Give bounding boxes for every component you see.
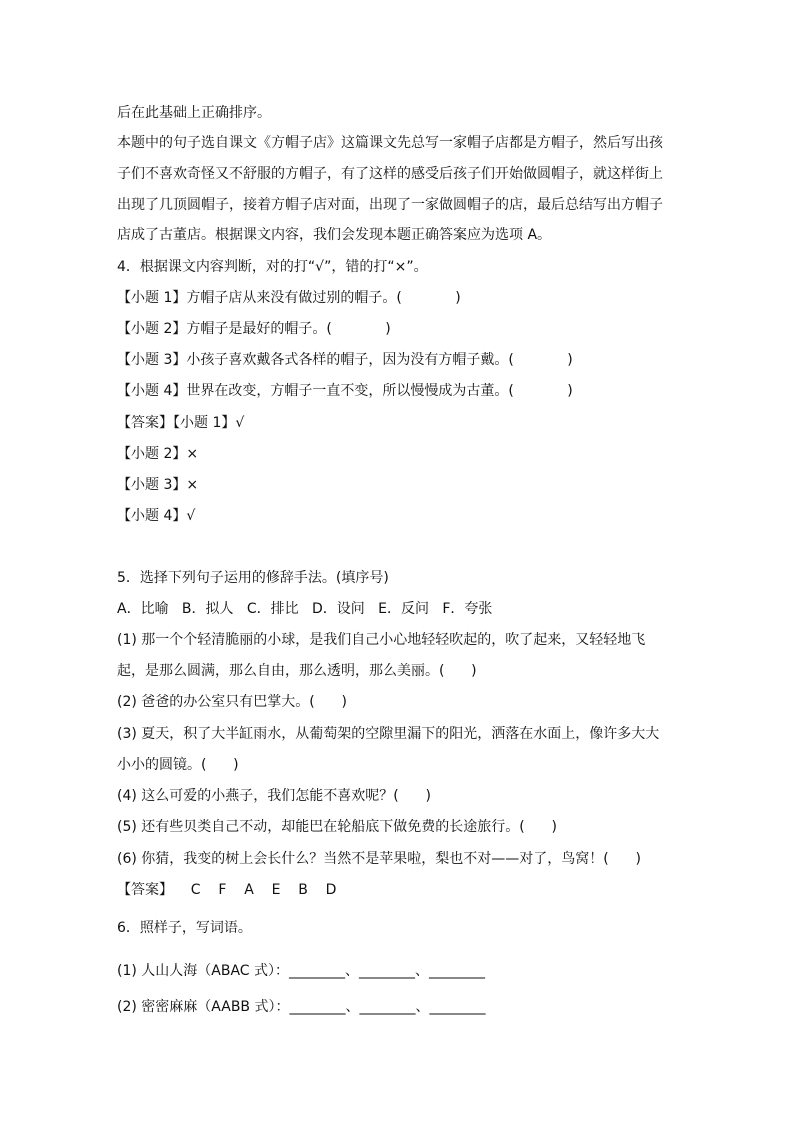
analysis-line: 本题中的句子选自课文《方帽子店》这篇课文先总写一家帽子店都是方帽子，然后写出孩 bbox=[117, 135, 663, 151]
question-4-answer: 【小题 3】× bbox=[117, 477, 199, 493]
question-4-item: 【小题 1】方帽子店从来没有做过别的帽子。( ) bbox=[117, 290, 461, 306]
question-5-title: 5．选择下列句子运用的修辞手法。(填序号) bbox=[117, 570, 389, 586]
question-5-line: (3) 夏天，积了大半缸雨水，从葡萄架的空隙里漏下的阳光，洒落在水面上，像许多大大 bbox=[117, 726, 660, 742]
question-5-line: 起，是那么圆满，那么自由，那么透明，那么美丽。( ) bbox=[117, 663, 477, 679]
question-6-title: 6．照样子，写词语。 bbox=[117, 920, 252, 936]
question-4-answer: 【小题 2】× bbox=[117, 446, 199, 462]
question-5-line: (2) 爸爸的办公室只有巴掌大。( ) bbox=[117, 694, 347, 710]
analysis-line: 子们不喜欢奇怪又不舒服的方帽子，有了这样的感受后孩子们开始做圆帽子，就这样街上 bbox=[117, 166, 663, 182]
analysis-line: 后在此基础上正确排序。 bbox=[117, 105, 271, 121]
question-5-answer: 【答案】 C F A E B D bbox=[117, 882, 337, 898]
question-4-answer: 【答案】【小题 1】√ bbox=[117, 415, 245, 431]
question-5-line: (5) 还有些贝类自己不动，却能巴在轮船底下做免费的长途旅行。( ) bbox=[117, 819, 557, 835]
question-6-item: (2) 密密麻麻（AABB 式）：________、________、________ bbox=[117, 999, 486, 1015]
question-5-line: 小小的圆镜。( ) bbox=[117, 757, 239, 773]
question-5-options: A．比喻 B．拟人 C．排比 D．设问 E．反问 F．夸张 bbox=[117, 601, 493, 617]
question-6-item: (1) 人山人海（ABAC 式）：________、________、________ bbox=[117, 963, 486, 979]
question-5-line: (1) 那一个个轻清脆丽的小球，是我们自己小心地轻轻吹起的，吹了起来，又轻轻地飞 bbox=[117, 632, 646, 648]
question-4-answer: 【小题 4】√ bbox=[117, 508, 196, 524]
question-4-title: 4．根据课文内容判断，对的打“√”，错的打“×”。 bbox=[117, 259, 428, 275]
analysis-line: 出现了几顶圆帽子，接着方帽子店对面，出现了一家做圆帽子的店，最后总结写出方帽子 bbox=[117, 197, 663, 213]
question-4-item: 【小题 4】世界在改变，方帽子一直不变，所以慢慢成为古董。( ) bbox=[117, 383, 573, 399]
question-4-item: 【小题 3】小孩子喜欢戴各式各样的帽子，因为没有方帽子戴。( ) bbox=[117, 352, 573, 368]
question-5-line: (6) 你猜，我变的树上会长什么？当然不是苹果啦，梨也不对——对了，鸟窝！( ) bbox=[117, 851, 641, 867]
analysis-line: 店成了古董店。根据课文内容，我们会发现本题正确答案应为选项 A。 bbox=[117, 227, 552, 243]
question-5-line: (4) 这么可爱的小燕子，我们怎能不喜欢呢？( ) bbox=[117, 788, 431, 804]
question-4-item: 【小题 2】方帽子是最好的帽子。( ) bbox=[117, 321, 391, 337]
